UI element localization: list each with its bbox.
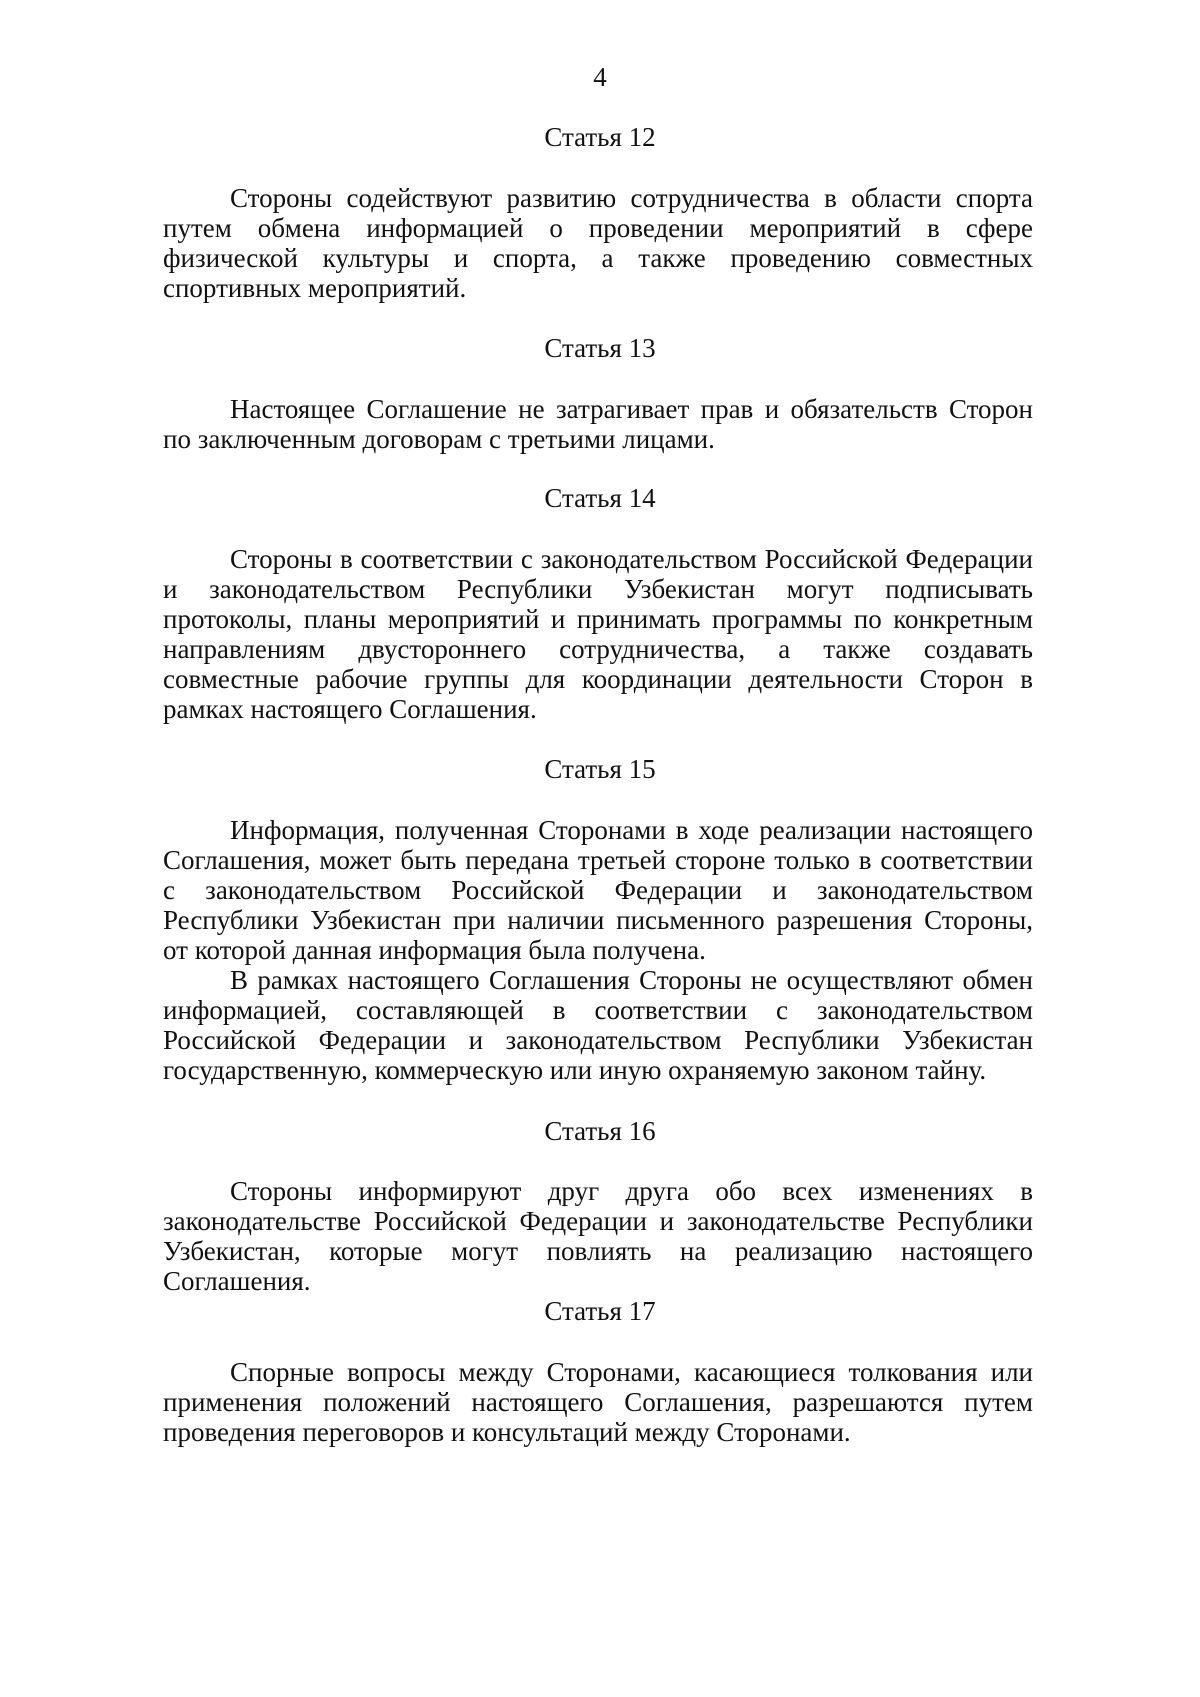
article-12-paragraph: Стороны содействуют развитию сотрудничества в области спорта путем обмена информацией о проведении мероприятий в сфере физической культуры и спорта, а также проведению совместных спортивных мероприятий. bbox=[163, 183, 1033, 303]
article-14-heading: Статья 14 bbox=[544, 483, 656, 513]
article-15-paragraph-2: В рамках настоящего Соглашения Стороны не осуществляют обмен информацией, составляющей в соответствии с законодательством Российской Федерации и законодательством Республики Узбекистан государственную, коммерческую или иную охраняемую законом тайну. bbox=[163, 965, 1033, 1085]
article-14-paragraph: Стороны в соответствии с законодательством Российской Федерации и законодательством Республики Узбекистан могут подписывать протоколы, планы мероприятий и принимать программы по конкретным направлениям двустороннего сотрудничества, а также создавать совместные рабочие группы для координации деятельности Сторон в рамках настоящего Соглашения. bbox=[163, 544, 1033, 724]
article-13-paragraph: Настоящее Соглашение не затрагивает прав и обязательств Сторон по заключенным договорам с третьими лицами. bbox=[163, 394, 1033, 454]
article-17-paragraph: Спорные вопросы между Сторонами, касающиеся толкования или применения положений настоящего Соглашения, разрешаются путем проведения переговоров и консультаций между Сторонами. bbox=[163, 1357, 1033, 1447]
article-16-heading: Статья 16 bbox=[544, 1116, 656, 1146]
article-15-paragraph-1: Информация, полученная Сторонами в ходе реализации настоящего Соглашения, может быть передана третьей стороне только в соответствии с законодательством Российской Федерации и законодательством Республики Узбекистан при наличии письменного разрешения Стороны, от которой данная информация была получена. bbox=[163, 815, 1033, 965]
article-17-heading: Статья 17 bbox=[544, 1296, 656, 1326]
page-number: 4 bbox=[593, 62, 607, 92]
article-12-heading: Статья 12 bbox=[544, 122, 656, 152]
article-16-paragraph: Стороны информируют друг друга обо всех изменениях в законодательстве Российской Федерации и законодательстве Республики Узбекистан, которые могут повлиять на реализацию настоящего Соглашения. bbox=[163, 1176, 1033, 1296]
article-15-heading: Статья 15 bbox=[544, 754, 656, 784]
article-13-heading: Статья 13 bbox=[544, 333, 656, 363]
